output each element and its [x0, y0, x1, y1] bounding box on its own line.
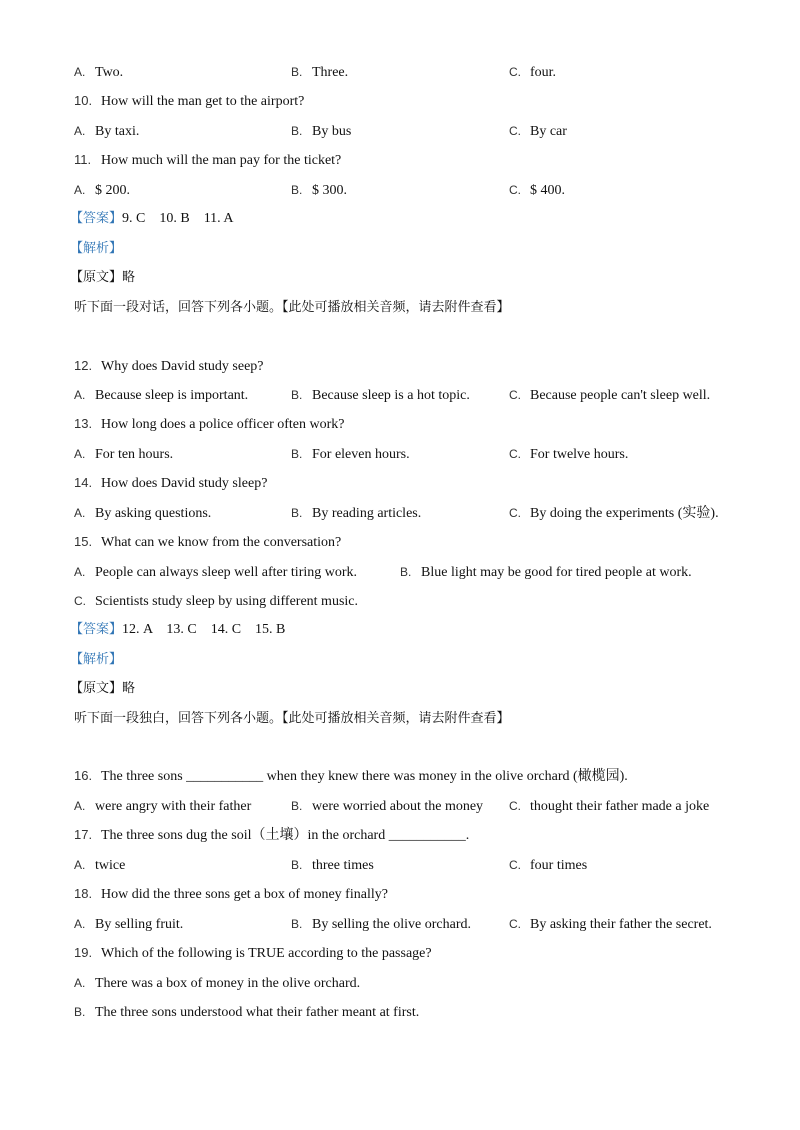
transcript-text: 略: [122, 270, 136, 285]
option-19a: [74, 974, 360, 993]
option-14a: [74, 504, 211, 523]
option-text: By selling the olive orchard.: [312, 917, 472, 932]
question-13: [74, 415, 345, 434]
question-10: [74, 92, 304, 111]
option-letter: C.: [509, 799, 521, 813]
option-17c: [509, 856, 587, 875]
answer-tag: 【答案】: [70, 211, 123, 226]
instruction-2: 听下面一段对话，回答下列各小题。【此处可播放相关音频，请去附件查看】: [74, 300, 510, 315]
option-text: four times: [530, 858, 588, 873]
option-text: were worried about the money: [312, 799, 484, 814]
option-letter: A.: [74, 388, 86, 402]
option-text: By taxi.: [95, 124, 140, 139]
option-text: Because sleep is a hot topic.: [312, 388, 470, 403]
option-text: Two.: [95, 65, 124, 80]
option-letter: A.: [74, 858, 86, 872]
option-text: four.: [530, 65, 557, 80]
answer-line-2: [70, 621, 285, 639]
question-number: 10.: [74, 93, 93, 108]
option-18b: [291, 915, 471, 934]
option-13c: [509, 445, 628, 464]
question-number: 13.: [74, 416, 93, 431]
question-11: [74, 151, 341, 170]
option-letter: A.: [74, 447, 86, 461]
answer-text: 9. C 10. B 11. A: [122, 211, 234, 226]
option-11a: [74, 181, 130, 200]
option-letter: C.: [509, 506, 521, 520]
option-text: There was a box of money in the olive orchard.: [95, 976, 361, 991]
option-letter: B.: [400, 565, 412, 579]
transcript-line-2: [70, 680, 135, 698]
option-letter: B.: [74, 1005, 86, 1019]
option-text: were angry with their father: [95, 799, 252, 814]
option-9c: [509, 63, 556, 82]
option-letter: A.: [74, 917, 86, 931]
question-text: How will the man get to the airport?: [101, 94, 305, 109]
question-text: Which of the following is TRUE according to the passage?: [101, 946, 432, 961]
option-letter: C.: [509, 124, 521, 138]
option-11b: [291, 181, 347, 200]
question-number: 17.: [74, 827, 93, 842]
option-letter: B.: [291, 65, 303, 79]
analysis-tag-2: 【解析】: [70, 652, 123, 667]
option-16c: [509, 797, 709, 816]
option-letter: C.: [509, 447, 521, 461]
question-number: 15.: [74, 534, 93, 549]
question-text: The three sons ___________ when they knew there was money in the olive orchard (橄榄园).: [101, 769, 628, 784]
transcript-tag: 【原文】: [70, 270, 123, 285]
question-text: Why does David study seep?: [101, 359, 264, 374]
question-number: 12.: [74, 358, 93, 373]
option-text: Because people can't sleep well.: [530, 388, 711, 403]
answer-tag: 【答案】: [70, 622, 123, 637]
option-text: For twelve hours.: [530, 447, 629, 462]
option-text: By selling fruit.: [95, 917, 184, 932]
option-letter: B.: [291, 124, 303, 138]
option-letter: B.: [291, 447, 303, 461]
option-text: For ten hours.: [95, 447, 174, 462]
option-13a: [74, 445, 173, 464]
option-text: thought their father made a joke: [530, 799, 710, 814]
option-letter: C.: [509, 183, 521, 197]
option-text: By car: [530, 124, 567, 139]
option-letter: C.: [509, 858, 521, 872]
option-letter: C.: [74, 594, 86, 608]
question-18: [74, 885, 388, 904]
option-text: The three sons understood what their father meant at first.: [95, 1005, 420, 1020]
option-text: Because sleep is important.: [95, 388, 249, 403]
question-number: 19.: [74, 945, 93, 960]
option-letter: B.: [291, 388, 303, 402]
question-12: [74, 357, 264, 376]
question-number: 11.: [74, 152, 92, 167]
question-text: What can we know from the conversation?: [101, 535, 342, 550]
option-text: three times: [312, 858, 374, 873]
question-text: How did the three sons get a box of money finally?: [101, 887, 388, 902]
option-letter: C.: [509, 917, 521, 931]
question-number: 14.: [74, 475, 93, 490]
transcript-line-1: [70, 269, 135, 287]
option-text: $ 300.: [312, 183, 347, 198]
option-11c: [509, 181, 565, 200]
option-9a: [74, 63, 123, 82]
option-text: $ 200.: [95, 183, 130, 198]
option-text: People can always sleep well after tiring work.: [95, 565, 358, 580]
option-text: By asking their father the secret.: [530, 917, 712, 932]
question-16: [74, 767, 628, 786]
option-text: For eleven hours.: [312, 447, 410, 462]
option-letter: C.: [509, 65, 521, 79]
analysis-tag-1: 【解析】: [70, 241, 123, 256]
option-letter: A.: [74, 565, 86, 579]
transcript-text: 略: [122, 681, 136, 696]
option-15a: [74, 563, 357, 582]
question-number: 18.: [74, 886, 93, 901]
option-10a: [74, 122, 139, 141]
option-text: By doing the experiments (实验).: [530, 506, 719, 521]
option-18c: [509, 915, 712, 934]
option-text: Three.: [312, 65, 349, 80]
option-15c: [74, 592, 358, 611]
option-17b: [291, 856, 374, 875]
option-letter: B.: [291, 183, 303, 197]
transcript-tag: 【原文】: [70, 681, 123, 696]
option-letter: C.: [509, 388, 521, 402]
option-12a: [74, 386, 248, 405]
option-18a: [74, 915, 183, 934]
option-12b: [291, 386, 470, 405]
answer-line-1: [70, 210, 234, 228]
option-letter: A.: [74, 124, 86, 138]
option-13b: [291, 445, 410, 464]
instruction-3: 听下面一段独白，回答下列各小题。【此处可播放相关音频，请去附件查看】: [74, 711, 510, 726]
option-letter: A.: [74, 65, 86, 79]
option-letter: A.: [74, 976, 86, 990]
option-text: By asking questions.: [95, 506, 212, 521]
option-letter: A.: [74, 799, 86, 813]
option-text: By bus: [312, 124, 352, 139]
option-10c: [509, 122, 567, 141]
option-17a: [74, 856, 125, 875]
option-9b: [291, 63, 348, 82]
answer-text: 12. A 13. C 14. C 15. B: [122, 622, 286, 637]
option-14b: [291, 504, 421, 523]
option-text: twice: [95, 858, 126, 873]
question-number: 16.: [74, 768, 93, 783]
question-text: The three sons dug the soil（土壤）in the orchard ___________.: [101, 828, 470, 843]
option-letter: A.: [74, 183, 86, 197]
option-16b: [291, 797, 483, 816]
question-text: How does David study sleep?: [101, 476, 268, 491]
question-15: [74, 533, 341, 552]
option-text: By reading articles.: [312, 506, 422, 521]
option-letter: B.: [291, 917, 303, 931]
option-letter: A.: [74, 506, 86, 520]
option-letter: B.: [291, 858, 303, 872]
option-16a: [74, 797, 251, 816]
question-19: [74, 944, 432, 963]
question-text: How long does a police officer often work?: [101, 417, 345, 432]
option-14c: [509, 504, 719, 523]
question-17: [74, 826, 469, 845]
option-text: Blue light may be good for tired people at work.: [421, 565, 692, 580]
option-letter: B.: [291, 799, 303, 813]
question-text: How much will the man pay for the ticket?: [101, 153, 342, 168]
option-text: Scientists study sleep by using different music.: [95, 594, 358, 609]
question-14: [74, 474, 267, 493]
option-letter: B.: [291, 506, 303, 520]
option-text: $ 400.: [530, 183, 565, 198]
option-15b: [400, 563, 692, 582]
option-12c: [509, 386, 710, 405]
option-19b: [74, 1003, 419, 1022]
option-10b: [291, 122, 351, 141]
